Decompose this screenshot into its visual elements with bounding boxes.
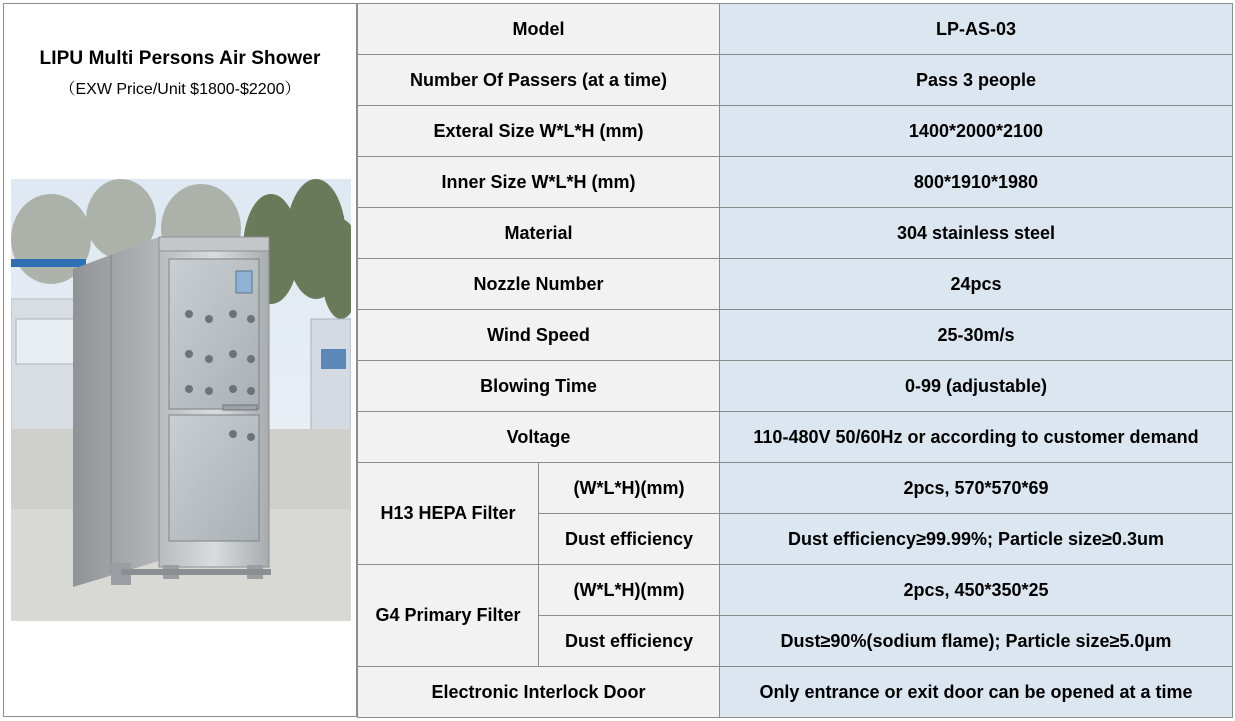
interlock-label: Electronic Interlock Door xyxy=(358,667,720,718)
table-row xyxy=(358,463,1233,514)
spec-label: Voltage xyxy=(358,412,720,463)
table-row xyxy=(358,55,1233,106)
spec-label: Nozzle Number xyxy=(358,259,720,310)
g4-size-value: 2pcs, 450*350*25 xyxy=(720,565,1233,616)
table-row xyxy=(358,565,1233,616)
hepa-filter-label: H13 HEPA Filter xyxy=(358,463,539,565)
g4-size-label: (W*L*H)(mm) xyxy=(539,565,720,616)
spec-label: Blowing Time xyxy=(358,361,720,412)
table-row xyxy=(358,4,1233,55)
product-photo xyxy=(11,179,351,621)
interlock-value: Only entrance or exit door can be opened at a time xyxy=(720,667,1233,718)
g4-efficiency-label: Dust efficiency xyxy=(539,616,720,667)
table-row xyxy=(358,208,1233,259)
hepa-efficiency-label: Dust efficiency xyxy=(539,514,720,565)
spec-label: Inner Size W*L*H (mm) xyxy=(358,157,720,208)
table-row xyxy=(358,157,1233,208)
spec-label: Material xyxy=(358,208,720,259)
spec-value: LP-AS-03 xyxy=(720,4,1233,55)
g4-filter-label: G4 Primary Filter xyxy=(358,565,539,667)
spec-value: 1400*2000*2100 xyxy=(720,106,1233,157)
table-row xyxy=(358,667,1233,718)
spec-value: 24pcs xyxy=(720,259,1233,310)
table-row xyxy=(358,361,1233,412)
hepa-efficiency-value: Dust efficiency≥99.99%; Particle size≥0.3um xyxy=(720,514,1233,565)
spec-value: 0-99 (adjustable) xyxy=(720,361,1233,412)
spec-value: 25-30m/s xyxy=(720,310,1233,361)
product-title: LIPU Multi Persons Air Shower xyxy=(39,48,321,69)
hepa-size-value: 2pcs, 570*570*69 xyxy=(720,463,1233,514)
price-range: （EXW Price/Unit $1800-$2200） xyxy=(59,81,301,98)
spec-value: 304 stainless steel xyxy=(720,208,1233,259)
table-row xyxy=(358,310,1233,361)
spec-label: Model xyxy=(358,4,720,55)
hepa-size-label: (W*L*H)(mm) xyxy=(539,463,720,514)
spec-table xyxy=(357,3,1233,718)
spec-label: Wind Speed xyxy=(358,310,720,361)
product-panel xyxy=(3,3,357,717)
spec-label: Exteral Size W*L*H (mm) xyxy=(358,106,720,157)
table-row xyxy=(358,259,1233,310)
spec-value: 800*1910*1980 xyxy=(720,157,1233,208)
table-row xyxy=(358,106,1233,157)
spec-value: 110-480V 50/60Hz or according to customer demand xyxy=(720,412,1233,463)
table-row xyxy=(358,412,1233,463)
g4-efficiency-value: Dust≥90%(sodium flame); Particle size≥5.0μm xyxy=(720,616,1233,667)
spec-value: Pass 3 people xyxy=(720,55,1233,106)
spec-label: Number Of Passers (at a time) xyxy=(358,55,720,106)
